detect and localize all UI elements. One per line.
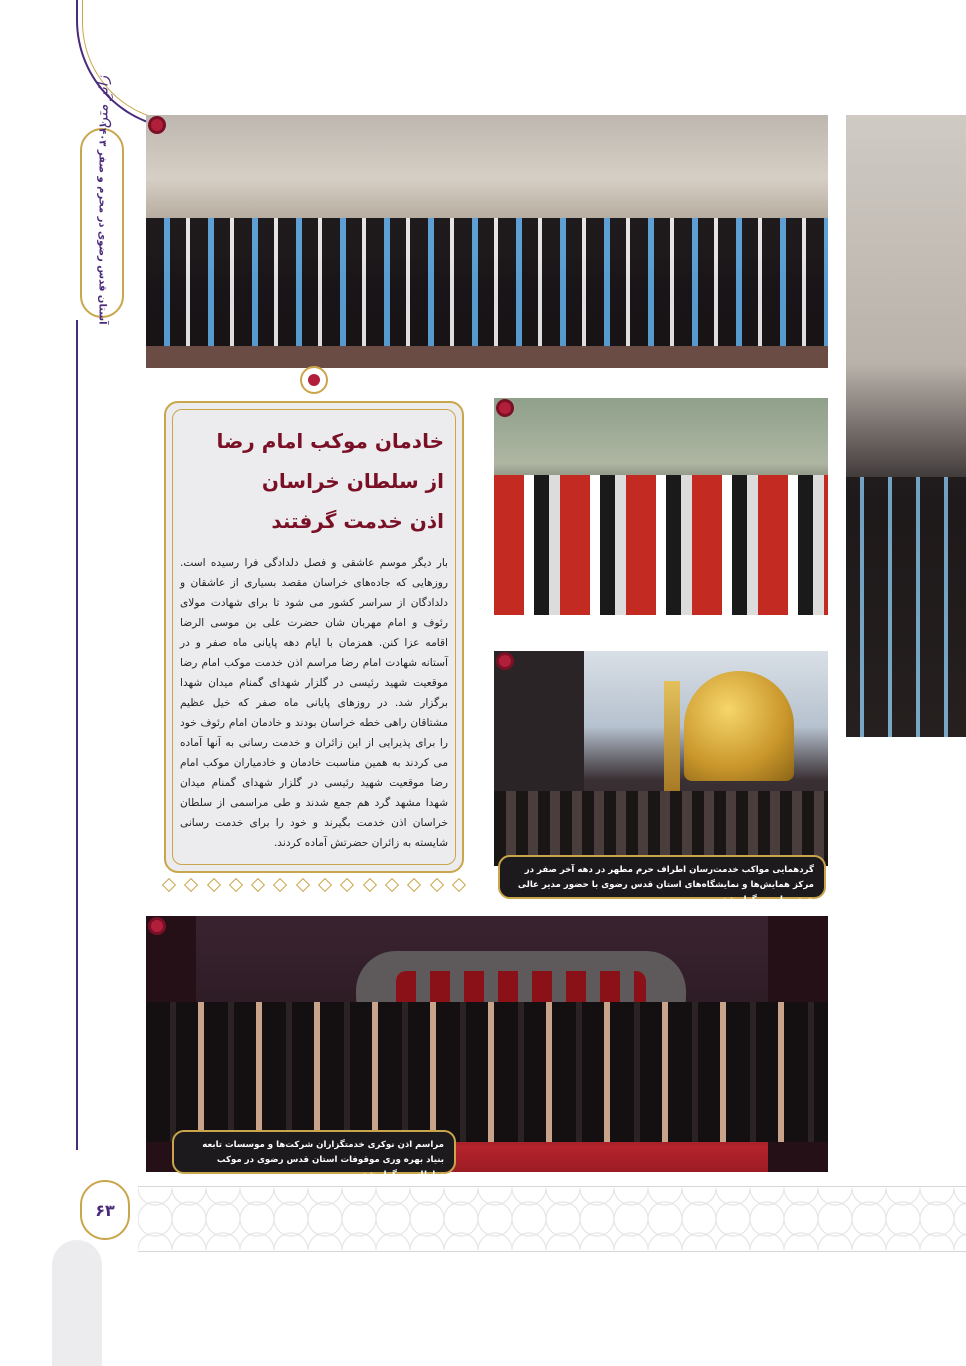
rosette-icon <box>148 917 166 935</box>
golden-dome-shape <box>684 671 794 781</box>
side-divider-line <box>76 320 78 1150</box>
rosette-icon <box>148 116 166 134</box>
page-number-badge <box>80 1180 130 1240</box>
crowd-shape <box>146 1002 828 1142</box>
article-title-line: اذن خدمت گرفتند <box>271 509 444 533</box>
carpet-floor-shape <box>146 346 828 368</box>
ornament-icon <box>300 366 328 394</box>
magazine-issue-text: آستان قدس رضوی در محرم و صفر ۱۴۰۳ <box>96 121 108 325</box>
photo-female-servants-ceremony <box>146 115 828 368</box>
stage-shape <box>494 651 584 801</box>
magazine-issue-tag <box>80 121 124 325</box>
decorative-arch-pattern <box>138 1188 966 1250</box>
article-title-line: خادمان موکب امام رضا <box>216 429 444 453</box>
logo-text: زائرِ متن <box>93 75 111 129</box>
rosette-icon <box>496 652 514 670</box>
rosette-icon <box>496 399 514 417</box>
page-number: ۶۳ <box>95 1200 115 1220</box>
article-title-line: از سلطان خراسان <box>261 469 444 493</box>
article-body: بار دیگر موسم عاشقی و فصل دلدادگی فرا رسیده است. روزهایی که جاده‌های خراسان مقصد بسیاری از عاشقان و دلدادگان از سراسر کشور می شود تا برای شهادت مولای رئوف و امام مهربان شان حضرت علی بن موسی الرضا اقامه عزا کنن. همزمان با ایام دهه پایانی ماه صفر و در آستانه شهادت امام رضا مراسم اذن خدمت موکب امام رضا موقعیت شهید رئیسی در گلزار شهدای گمنام میدان شهدا برگزار شد. در روزهای پایانی ماه صفر که خیل عظیم مشتاقان راهی خطه خراسان بودند و خادمان امام رئوف خود را برای پذیرایی از این زائران و خدمت رسانی به آنها آماده می کردند به همین مناسبت خادمان و خادمیاران موکب امام رضا موقعیت شهید رئیسی در گلزار شهدای گمنام میدان شهدا مشهد گرد هم جمع شدند و طی مراسمی از سلطان خراسان اذن خدمت بگیرند و خود را برای خدمت رسانی شایسته به زائران حضرتش آماده کردند. <box>180 557 448 849</box>
photo-caption: مراسم اذن نوکری خدمتگزاران شرکت‌ها و موسسات تابعه بنیاد بهره وری موقوفات استان قدس رضوی در موکب سلطانی برگزار شد. <box>172 1130 456 1174</box>
crowd-shape <box>846 477 966 737</box>
photo-red-crescent-servants <box>494 398 828 615</box>
pattern-border-line <box>138 1186 966 1187</box>
photo-conference-hall-dome <box>494 651 828 866</box>
article-title <box>184 421 444 541</box>
photo-caption: گردهمایی مواکب خدمت‌رسان اطراف حرم مطهر در دهه آخر صفر در مرکز همایش‌ها و نمایشگاه‌های استان قدس رضوی با حضور مدیر عالی حرم مطهر برگزار شد. <box>498 855 826 899</box>
bottom-side-tab <box>52 1240 102 1366</box>
photo-right-edge-crowd <box>846 115 966 737</box>
pattern-border-line <box>138 1251 966 1252</box>
crowd-shape <box>494 475 828 615</box>
ornament-row <box>164 880 464 894</box>
minaret-shape <box>664 681 680 791</box>
article-box <box>164 401 464 873</box>
